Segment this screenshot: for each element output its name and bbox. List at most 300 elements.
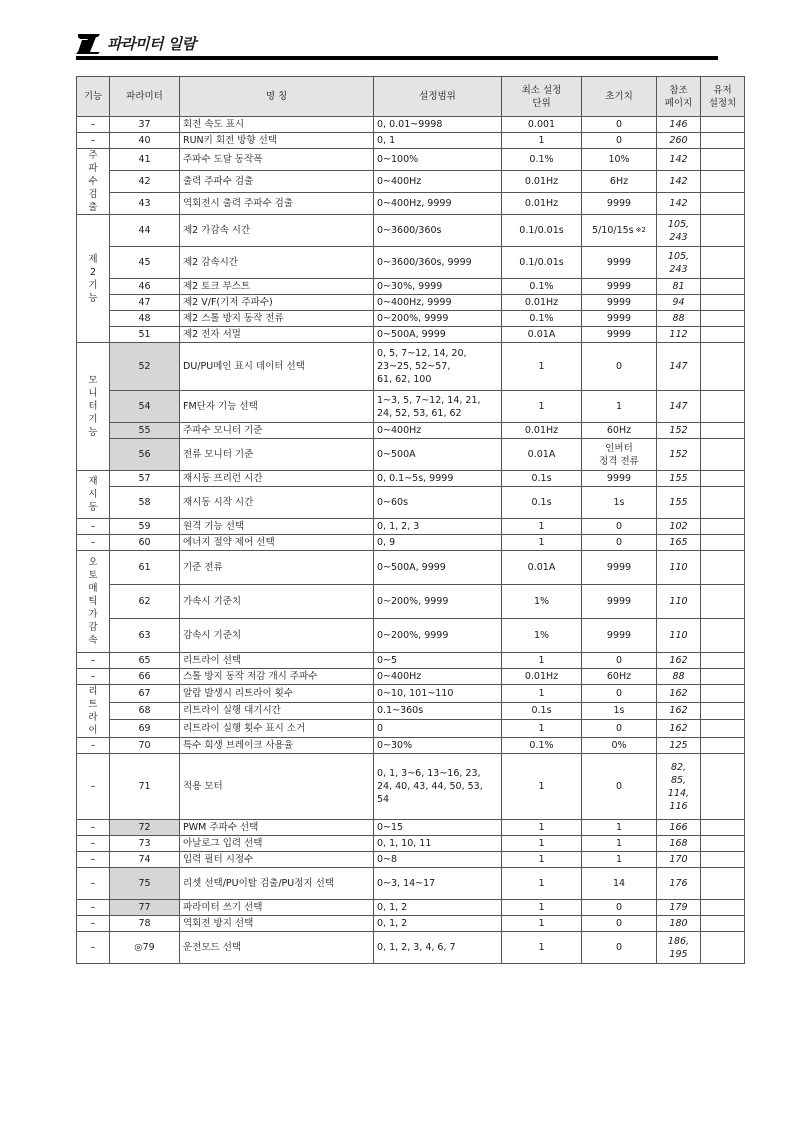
ref-page-cell: 110 [657,619,701,653]
ref-page-cell: 179 [657,900,701,916]
table-row [77,295,745,311]
setting-range-cell: 0, 1, 2 [374,916,502,932]
table-row [77,149,745,171]
parameter-number-cell: 74 [110,852,180,868]
min-unit-cell: 1 [502,343,582,391]
user-setting-cell[interactable] [701,852,745,868]
user-setting-cell[interactable] [701,279,745,295]
initial-value-cell: 1 [582,391,657,423]
initial-value-cell: 60Hz [582,669,657,685]
user-setting-cell[interactable] [701,820,745,836]
parameter-number-cell: 52 [110,343,180,391]
setting-range-cell: 0~200%, 9999 [374,311,502,327]
ref-page-cell: 168 [657,836,701,852]
table-row [77,193,745,215]
parameter-name-cell: 운전모드 선택 [180,932,374,964]
setting-range-cell: 0, 9 [374,535,502,551]
setting-range-cell: 0~400Hz [374,171,502,193]
parameter-name-cell: 제2 스톨 방지 동작 전류 [180,311,374,327]
table-row [77,669,745,685]
ref-page-cell: 82, 85, 114, 116 [657,754,701,820]
initial-value-cell: 0 [582,519,657,535]
parameter-table [76,76,745,964]
setting-range-cell: 0~400Hz, 9999 [374,295,502,311]
table-row [77,900,745,916]
parameter-number-cell: 72 [110,820,180,836]
parameter-name-cell: 회전 속도 표시 [180,117,374,133]
user-setting-cell[interactable] [701,295,745,311]
parameter-number-cell: 58 [110,487,180,519]
initial-value-cell: 9999 [582,585,657,619]
ref-page-cell: 88 [657,311,701,327]
table-row [77,247,745,279]
min-unit-cell: 1 [502,535,582,551]
user-setting-cell[interactable] [701,423,745,439]
parameter-name-cell: RUN키 회전 방향 선택 [180,133,374,149]
min-unit-cell: 0.01A [502,327,582,343]
initial-value-cell: 1 [582,820,657,836]
footnote-mark: ※2 [635,226,646,234]
table-row [77,215,745,247]
ref-page-cell: 142 [657,193,701,215]
function-group-cell: – [77,535,110,551]
column-header-name: 명 칭 [180,77,374,117]
user-setting-cell[interactable] [701,754,745,820]
initial-value-cell: 1s [582,702,657,720]
user-setting-cell[interactable] [701,133,745,149]
parameter-number-cell: 62 [110,585,180,619]
setting-range-cell: 0, 1, 3~6, 13~16, 23, 24, 40, 43, 44, 50, 53, 54 [374,754,502,820]
setting-range-cell: 0, 1 [374,133,502,149]
parameter-number-cell: 54 [110,391,180,423]
setting-range-cell: 0~200%, 9999 [374,585,502,619]
parameter-number-cell: ◎79 [110,932,180,964]
initial-value-cell: 0 [582,535,657,551]
initial-value-cell: 0 [582,916,657,932]
user-setting-cell[interactable] [701,720,745,738]
parameter-name-cell: 제2 감속시간 [180,247,374,279]
column-header-ref-page: 참조 페이지 [657,77,701,117]
table-row [77,391,745,423]
parameter-number-cell: 61 [110,551,180,585]
ref-page-cell: 162 [657,653,701,669]
min-unit-cell: 1 [502,868,582,900]
column-header-initial: 초기치 [582,77,657,117]
parameter-number-cell: 44 [110,215,180,247]
parameter-name-cell: 리셋 선택/PU이탈 검출/PU정지 선택 [180,868,374,900]
table-row [77,916,745,932]
user-setting-cell[interactable] [701,487,745,519]
function-group-cell: – [77,916,110,932]
parameter-name-cell: 리트라이 선택 [180,653,374,669]
user-setting-cell[interactable] [701,900,745,916]
min-unit-cell: 0.01Hz [502,295,582,311]
parameter-number-cell: 59 [110,519,180,535]
table-row [77,702,745,720]
setting-range-cell: 0~8 [374,852,502,868]
table-row [77,754,745,820]
initial-value-cell: 0 [582,754,657,820]
min-unit-cell: 1 [502,916,582,932]
user-setting-cell[interactable] [701,669,745,685]
initial-value-cell: 9999 [582,327,657,343]
setting-range-cell: 0~3, 14~17 [374,868,502,900]
parameter-name-cell: 역회전 방지 선택 [180,916,374,932]
function-group-cell: – [77,133,110,149]
parameter-number-cell: 77 [110,900,180,916]
initial-value-cell: 0 [582,653,657,669]
parameter-name-cell: 재시동 시작 시간 [180,487,374,519]
user-setting-cell[interactable] [701,932,745,964]
parameter-number-cell: 60 [110,535,180,551]
ref-page-cell: 147 [657,343,701,391]
user-setting-cell[interactable] [701,535,745,551]
parameter-number-cell: 70 [110,738,180,754]
setting-range-cell: 0~60s [374,487,502,519]
parameter-number-cell: 48 [110,311,180,327]
parameter-number-cell: 67 [110,685,180,703]
ref-page-cell: 165 [657,535,701,551]
min-unit-cell: 1 [502,133,582,149]
function-group-cell: 재 시 동 [77,471,110,519]
user-setting-cell[interactable] [701,653,745,669]
parameter-number-cell: 73 [110,836,180,852]
parameter-name-cell: 가속시 기준치 [180,585,374,619]
setting-range-cell: 0, 5, 7~12, 14, 20, 23~25, 52~57, 61, 62, 100 [374,343,502,391]
ref-page-cell: 170 [657,852,701,868]
initial-value-cell: 0 [582,720,657,738]
initial-value-cell: 9999 [582,247,657,279]
min-unit-cell: 0.1% [502,279,582,295]
parameter-name-cell: 원격 기능 선택 [180,519,374,535]
table-row [77,311,745,327]
setting-range-cell: 0, 1, 10, 11 [374,836,502,852]
table-row [77,720,745,738]
user-setting-cell[interactable] [701,836,745,852]
min-unit-cell: 0.01Hz [502,171,582,193]
table-row [77,653,745,669]
parameter-number-cell: 42 [110,171,180,193]
min-unit-cell: 0.1s [502,487,582,519]
ref-page-cell: 162 [657,702,701,720]
table-row [77,852,745,868]
ref-page-cell: 102 [657,519,701,535]
parameter-name-cell: 입력 필터 시정수 [180,852,374,868]
ref-page-cell: 105, 243 [657,247,701,279]
parameter-number-cell: 56 [110,439,180,471]
parameter-name-cell: 재시동 프리런 시간 [180,471,374,487]
initial-value-cell: 0% [582,738,657,754]
parameter-number-cell: 71 [110,754,180,820]
function-group-cell: 리 트 라 이 [77,685,110,738]
table-row [77,117,745,133]
parameter-number-cell: 41 [110,149,180,171]
column-header-parameter: 파라미터 [110,77,180,117]
function-group-cell: – [77,852,110,868]
setting-range-cell: 0.1~360s [374,702,502,720]
setting-range-cell: 0, 0.1~5s, 9999 [374,471,502,487]
min-unit-cell: 0.01A [502,439,582,471]
min-unit-cell: 1 [502,900,582,916]
parameter-name-cell: 적용 모터 [180,754,374,820]
initial-value-cell: 0 [582,900,657,916]
initial-value-cell: 0 [582,932,657,964]
function-group-cell: – [77,836,110,852]
user-setting-cell[interactable] [701,471,745,487]
initial-value-cell: 60Hz [582,423,657,439]
initial-value-cell: 10% [582,149,657,171]
ref-page-cell: 110 [657,551,701,585]
function-group-cell: 오 토 매 틱 가 감 속 [77,551,110,653]
initial-value-cell: 0 [582,133,657,149]
ref-page-cell: 155 [657,487,701,519]
initial-value-cell: 9999 [582,193,657,215]
table-row [77,423,745,439]
table-row [77,343,745,391]
setting-range-cell: 0~10, 101~110 [374,685,502,703]
user-setting-cell[interactable] [701,685,745,703]
user-setting-cell[interactable] [701,117,745,133]
table-row [77,868,745,900]
parameter-name-cell: 아날로그 입력 선택 [180,836,374,852]
ref-page-cell: 155 [657,471,701,487]
parameter-name-cell: 스톨 방지 동작 저감 개시 주파수 [180,669,374,685]
setting-range-cell: 0, 1, 2, 3, 4, 6, 7 [374,932,502,964]
setting-range-cell: 0, 1, 2 [374,900,502,916]
parameter-name-cell: 전류 모니터 기준 [180,439,374,471]
min-unit-cell: 0.1s [502,702,582,720]
min-unit-cell: 0.01Hz [502,423,582,439]
ref-page-cell: 162 [657,720,701,738]
ref-page-cell: 110 [657,585,701,619]
parameter-name-cell: 제2 V/F(기저 주파수) [180,295,374,311]
user-setting-cell[interactable] [701,619,745,653]
min-unit-cell: 1% [502,585,582,619]
user-setting-cell[interactable] [701,343,745,391]
table-body [77,117,745,964]
initial-value-cell: 14 [582,868,657,900]
user-setting-cell[interactable] [701,247,745,279]
function-group-cell: – [77,669,110,685]
parameter-name-cell: 주파수 도달 동작폭 [180,149,374,171]
user-setting-cell[interactable] [701,215,745,247]
min-unit-cell: 0.01A [502,551,582,585]
min-unit-cell: 0.1/0.01s [502,247,582,279]
parameter-number-cell: 37 [110,117,180,133]
function-group-cell: – [77,519,110,535]
parameter-name-cell: 출력 주파수 검출 [180,171,374,193]
function-group-cell: – [77,653,110,669]
parameter-name-cell: DU/PU메인 표시 데이터 선택 [180,343,374,391]
min-unit-cell: 0.001 [502,117,582,133]
min-unit-cell: 1 [502,836,582,852]
parameter-number-cell: 55 [110,423,180,439]
table-row [77,619,745,653]
min-unit-cell: 0.1s [502,471,582,487]
ref-page-cell: 152 [657,439,701,471]
user-setting-cell[interactable] [701,171,745,193]
function-group-cell: – [77,932,110,964]
ref-page-cell: 142 [657,171,701,193]
column-header-range: 설정범위 [374,77,502,117]
user-setting-cell[interactable] [701,439,745,471]
function-group-cell: – [77,868,110,900]
table-row [77,820,745,836]
parameter-number-cell: 69 [110,720,180,738]
column-header-user-setting: 유저 설정치 [701,77,745,117]
ref-page-cell: 81 [657,279,701,295]
table-row [77,471,745,487]
user-setting-cell[interactable] [701,551,745,585]
ref-page-cell: 88 [657,669,701,685]
min-unit-cell: 0.1% [502,149,582,171]
table-row [77,685,745,703]
ref-page-cell: 176 [657,868,701,900]
table-row [77,171,745,193]
user-setting-cell[interactable] [701,702,745,720]
setting-range-cell: 0~400Hz, 9999 [374,193,502,215]
table-row [77,327,745,343]
setting-range-cell: 0~500A, 9999 [374,551,502,585]
parameter-number-cell: 63 [110,619,180,653]
user-setting-cell[interactable] [701,391,745,423]
setting-range-cell: 0~15 [374,820,502,836]
ref-page-cell: 166 [657,820,701,836]
ref-page-cell: 180 [657,916,701,932]
min-unit-cell: 1 [502,720,582,738]
user-setting-cell[interactable] [701,585,745,619]
user-setting-cell[interactable] [701,868,745,900]
initial-value-cell: 1 [582,852,657,868]
initial-value-cell: 0 [582,685,657,703]
function-group-cell: 주 파 수 검 출 [77,149,110,215]
setting-range-cell: 0~500A, 9999 [374,327,502,343]
table-row [77,535,745,551]
initial-value-cell: 9999 [582,311,657,327]
parameter-number-cell: 75 [110,868,180,900]
ref-page-cell: 147 [657,391,701,423]
ref-page-cell: 146 [657,117,701,133]
initial-value-cell: 1s [582,487,657,519]
setting-range-cell: 1~3, 5, 7~12, 14, 21, 24, 52, 53, 61, 62 [374,391,502,423]
min-unit-cell: 1 [502,820,582,836]
parameter-name-cell: 에너지 절약 제어 선택 [180,535,374,551]
ref-page-cell: 162 [657,685,701,703]
page-header [76,30,718,62]
parameter-name-cell: 제2 전자 서멀 [180,327,374,343]
table-row [77,519,745,535]
parameter-name-cell: 제2 토크 부스트 [180,279,374,295]
parameter-number-cell: 78 [110,916,180,932]
parameter-name-cell: 파라미터 쓰기 선택 [180,900,374,916]
initial-value-cell: 1 [582,836,657,852]
ref-page-cell: 260 [657,133,701,149]
parameter-name-cell: 감속시 기준치 [180,619,374,653]
user-setting-cell[interactable] [701,738,745,754]
function-group-cell: 모 니 터 기 능 [77,343,110,471]
user-setting-cell[interactable] [701,327,745,343]
table-row [77,738,745,754]
function-group-cell: – [77,900,110,916]
min-unit-cell: 1 [502,932,582,964]
table-row [77,133,745,149]
setting-range-cell: 0~400Hz [374,669,502,685]
setting-range-cell: 0~30% [374,738,502,754]
table-row [77,551,745,585]
parameter-name-cell: 리트라이 실행 대기시간 [180,702,374,720]
initial-value-cell: 9999 [582,471,657,487]
min-unit-cell: 1 [502,519,582,535]
parameter-name-cell: 알람 발생시 리트라이 횟수 [180,685,374,703]
min-unit-cell: 1 [502,391,582,423]
parameter-number-cell: 47 [110,295,180,311]
user-setting-cell[interactable] [701,916,745,932]
initial-value-cell: 5/10/15s ※2 [582,215,657,247]
initial-value-cell: 9999 [582,619,657,653]
column-header-min-unit: 최소 설정 단위 [502,77,582,117]
user-setting-cell[interactable] [701,193,745,215]
initial-value-cell: 인버터 정격 전류 [582,439,657,471]
parameter-number-cell: 45 [110,247,180,279]
min-unit-cell: 1 [502,685,582,703]
initial-value-cell: 9999 [582,295,657,311]
parameter-name-cell: 역회전시 출력 주파수 검출 [180,193,374,215]
min-unit-cell: 0.1% [502,738,582,754]
min-unit-cell: 1% [502,619,582,653]
ref-page-cell: 142 [657,149,701,171]
initial-value-cell: 0 [582,343,657,391]
parameter-name-cell: 리트라이 실행 횟수 표시 소거 [180,720,374,738]
parameter-number-cell: 65 [110,653,180,669]
function-group-cell: – [77,754,110,820]
initial-value-cell: 0 [582,117,657,133]
table-row [77,439,745,471]
table-row [77,585,745,619]
min-unit-cell: 1 [502,852,582,868]
user-setting-cell[interactable] [701,519,745,535]
ref-page-cell: 94 [657,295,701,311]
setting-range-cell: 0~30%, 9999 [374,279,502,295]
parameter-name-cell: FM단자 기능 선택 [180,391,374,423]
parameter-number-cell: 40 [110,133,180,149]
parameter-name-cell: 기준 전류 [180,551,374,585]
min-unit-cell: 1 [502,754,582,820]
parameter-number-cell: 57 [110,471,180,487]
setting-range-cell: 0 [374,720,502,738]
parameter-name-cell: 제2 가감속 시간 [180,215,374,247]
brand-logo-icon [76,32,102,54]
function-group-cell: 제 2 기 능 [77,215,110,343]
setting-range-cell: 0~3600/360s [374,215,502,247]
ref-page-cell: 105, 243 [657,215,701,247]
user-setting-cell[interactable] [701,311,745,327]
header-rule [76,56,718,60]
setting-range-cell: 0~5 [374,653,502,669]
parameter-number-cell: 51 [110,327,180,343]
parameter-number-cell: 46 [110,279,180,295]
function-group-cell: – [77,738,110,754]
column-header-function: 기능 [77,77,110,117]
table-row [77,487,745,519]
parameter-name-cell: 주파수 모니터 기준 [180,423,374,439]
initial-value-cell: 6Hz [582,171,657,193]
page-title: 파라미터 일람 [107,35,196,53]
min-unit-cell: 0.01Hz [502,193,582,215]
user-setting-cell[interactable] [701,149,745,171]
min-unit-cell: 0.1% [502,311,582,327]
table-row [77,836,745,852]
setting-range-cell: 0, 0.01~9998 [374,117,502,133]
